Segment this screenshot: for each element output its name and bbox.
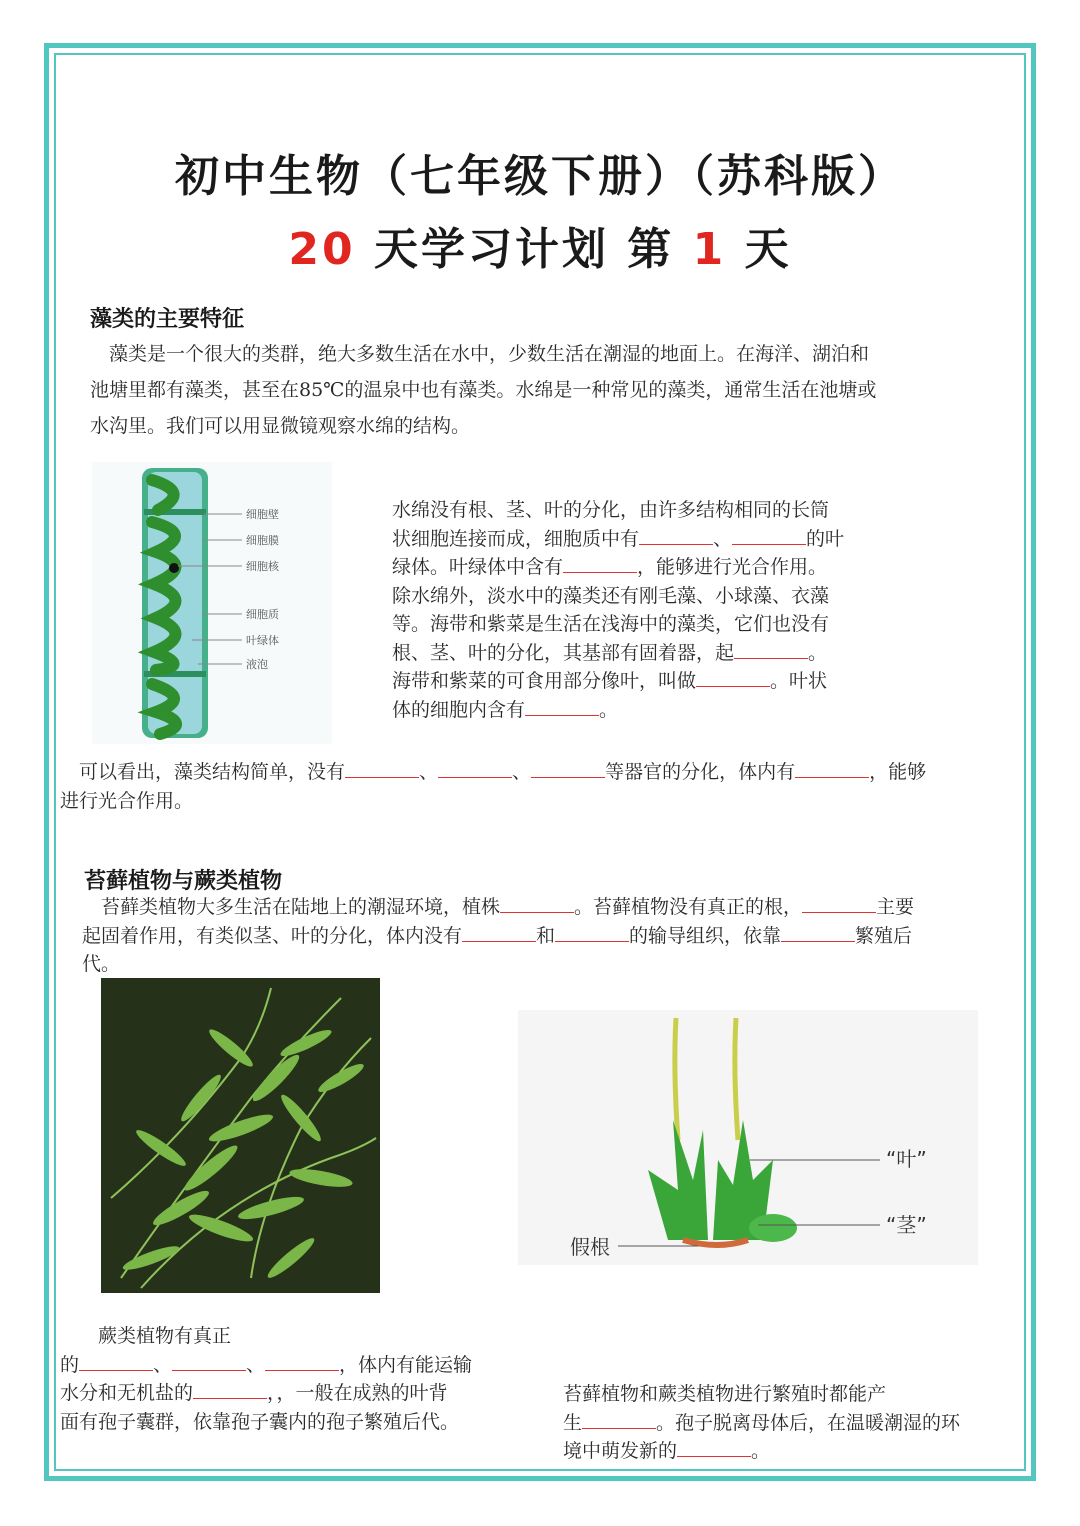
fill-blank[interactable]	[79, 1352, 153, 1371]
moss-stalk	[675, 1018, 678, 1140]
subtitle-end: 天	[726, 224, 792, 275]
nucleus	[169, 563, 179, 573]
text-line: 苔藓植物和蕨类植物进行繁殖时都能产	[563, 1383, 887, 1405]
text-run: 海带和紫菜的可食用部分像叶，叫做	[392, 670, 697, 692]
text-run: 等器官的分化，体内有	[605, 761, 796, 783]
label-cell-membrane: 细胞膜	[246, 534, 279, 547]
section-heading-moss-fern: 苔藓植物与蕨类植物	[84, 868, 283, 894]
text-line	[60, 1351, 510, 1380]
text-run: 的	[60, 1353, 80, 1376]
text-run: 。	[808, 641, 828, 664]
text-line	[563, 1437, 1013, 1466]
text-run: 境中萌发新的	[563, 1440, 678, 1462]
label-leaf: “叶”	[886, 1147, 927, 1171]
text-line: 等。海带和紫菜是生活在浅海中的藻类，它们也没有	[392, 613, 830, 635]
spirogyra-description	[392, 496, 902, 724]
text-run: 可以看出，藻类结构简单，没有	[79, 761, 346, 783]
fill-blank[interactable]	[193, 1380, 267, 1399]
fill-blank[interactable]	[734, 640, 808, 659]
algae-intro-line: 藻类是一个很大的类群，绝大多数生活在水中，少数生活在潮湿的地面上。在海洋、湖泊和	[90, 343, 870, 365]
text-run: 和	[536, 924, 556, 947]
label-cytoplasm: 细胞质	[246, 608, 279, 621]
text-line	[392, 525, 902, 554]
text-line	[60, 758, 1020, 787]
text-line	[82, 922, 1017, 951]
fill-blank[interactable]	[677, 1438, 751, 1457]
fill-blank[interactable]	[172, 1352, 246, 1371]
text-line: 进行光合作用。	[60, 789, 194, 812]
day-number: 1	[692, 224, 727, 275]
text-run: 苔藓类植物大多生活在陆地上的潮湿环境，植株	[101, 896, 501, 918]
fill-blank[interactable]	[639, 526, 713, 545]
fill-blank[interactable]	[582, 1410, 656, 1429]
page-title: 初中生物（七年级下册）（苏科版）	[175, 151, 905, 202]
text-run: 繁殖后	[855, 924, 913, 947]
fill-blank[interactable]	[462, 923, 536, 942]
fern-description	[60, 1322, 510, 1436]
text-run: 的输导组织，依靠	[629, 924, 782, 947]
text-run: 、	[419, 761, 439, 783]
fill-blank[interactable]	[531, 759, 605, 778]
text-run: 水分和无机盐的	[60, 1382, 194, 1404]
moss-diagram	[518, 1010, 978, 1265]
section-heading-algae: 藻类的主要特征	[90, 306, 245, 332]
text-line	[82, 893, 1017, 922]
fill-blank[interactable]	[525, 697, 599, 716]
text-run: 、	[713, 527, 733, 550]
text-run: 、	[153, 1353, 173, 1376]
text-run: ，，一般在成熟的叶背	[267, 1382, 448, 1404]
text-run: 。	[599, 698, 619, 721]
text-run: 的叶	[806, 527, 845, 550]
fill-blank[interactable]	[555, 923, 629, 942]
text-run: ，体内有能运输	[339, 1353, 473, 1376]
page-subtitle	[0, 213, 1080, 277]
text-line: 除水绵外，淡水中的藻类还有刚毛藻、小球藻、衣藻	[392, 584, 830, 607]
text-run: 蕨类植物有真正	[98, 1325, 232, 1347]
text-run: 。叶状	[770, 670, 828, 692]
text-line: 代。	[82, 953, 121, 975]
text-run: 生	[563, 1411, 583, 1434]
text-run: 、	[512, 761, 532, 783]
fill-blank[interactable]	[795, 759, 869, 778]
fill-blank[interactable]	[732, 526, 806, 545]
fern-photo	[101, 978, 380, 1293]
label-vacuole: 液泡	[246, 658, 268, 671]
fill-blank[interactable]	[696, 668, 770, 687]
text-run: 状细胞连接而成，细胞质中有	[392, 527, 640, 550]
text-run: 根、茎、叶的分化，其基部有固着器，起	[392, 641, 735, 664]
algae-intro	[90, 336, 1010, 444]
algae-summary	[60, 758, 1020, 815]
text-line	[392, 696, 902, 725]
label-stem: “茎”	[886, 1213, 927, 1237]
text-run: 。苔藓植物没有真正的根，	[574, 896, 803, 918]
fill-blank[interactable]	[345, 759, 419, 778]
algae-intro-line: 水沟里。我们可以用显微镜观察水绵的结构。	[90, 415, 471, 437]
text-line	[60, 1379, 510, 1408]
text-line	[60, 1322, 510, 1351]
label-cell-wall: 细胞壁	[246, 508, 279, 521]
text-line	[563, 1409, 1013, 1438]
text-run: ，能够进行光合作用。	[637, 556, 828, 578]
fill-blank[interactable]	[265, 1352, 339, 1371]
text-run: 。	[751, 1440, 771, 1462]
text-line: 水绵没有根、茎、叶的分化，由许多结构相同的长筒	[392, 499, 830, 521]
moss-stalk	[735, 1018, 738, 1140]
plan-days: 20	[288, 224, 356, 275]
text-run: 起固着作用，有类似茎、叶的分化，体内没有	[82, 924, 463, 947]
fill-blank[interactable]	[563, 554, 637, 573]
spore-description	[563, 1380, 1013, 1466]
text-line: 面有孢子囊群，依靠孢子囊内的孢子繁殖后代。	[60, 1410, 460, 1433]
text-line	[392, 639, 902, 668]
text-line	[392, 553, 902, 582]
label-rhizoid: 假根	[570, 1235, 610, 1259]
spirogyra-diagram	[92, 462, 332, 744]
fill-blank[interactable]	[802, 894, 876, 913]
fill-blank[interactable]	[438, 759, 512, 778]
label-chloroplast: 叶绿体	[246, 634, 279, 647]
fill-blank[interactable]	[500, 894, 574, 913]
algae-intro-line: 池塘里都有藻类，甚至在85℃的温泉中也有藻类。水绵是一种常见的藻类，通常生活在池塘或	[90, 379, 877, 401]
text-run: 绿体。叶绿体中含有	[392, 556, 564, 578]
fill-blank[interactable]	[781, 923, 855, 942]
text-run: 、	[246, 1353, 266, 1376]
text-run: 主要	[876, 896, 915, 918]
label-nucleus: 细胞核	[246, 560, 279, 573]
subtitle-text: 天学习计划 第	[355, 224, 693, 275]
text-run: 体的细胞内含有	[392, 698, 526, 721]
text-line	[392, 667, 902, 696]
moss-intro	[82, 893, 1017, 979]
text-run: 。孢子脱离母体后，在温暖潮湿的环	[656, 1411, 961, 1434]
text-run: ，能够	[869, 761, 927, 783]
